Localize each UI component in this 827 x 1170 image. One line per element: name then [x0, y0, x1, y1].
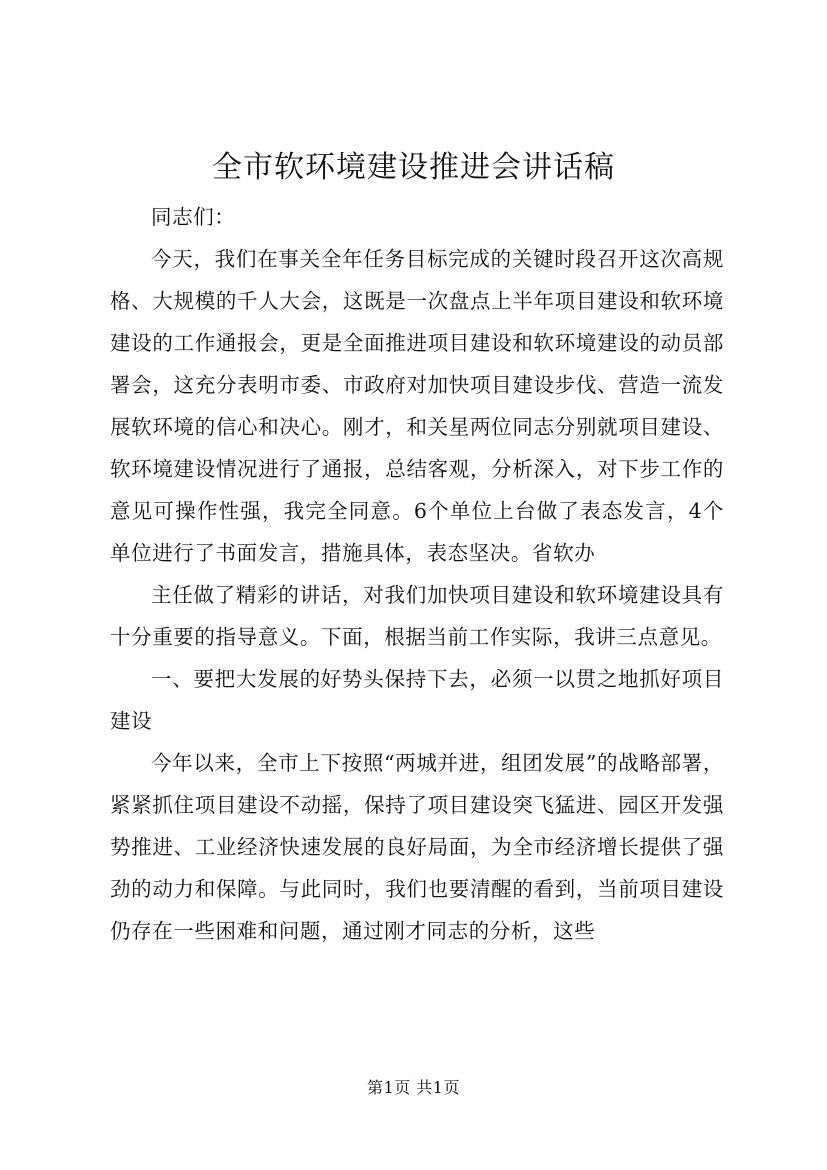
paragraph-greeting: 同志们：: [151, 205, 236, 229]
paragraph-section-1: 今年以来，全市上下按照“两城并进，组团发展”的战略部署，紧紧抓住项目建设不动摇，保持了项目建设突飞猛进、园区开发强势推进、工业经济快速发展的良好局面，为全市经济增长提供了强劲的动力和保障。与此同时，我们也要清醒的看到，当前项目建设仍存在一些困难和问题，通过刚才同志的分析，这些: [110, 751, 724, 943]
page-number-footer: 第1页 共1页: [367, 1078, 460, 1097]
document-body: [110, 196, 724, 952]
paragraph-continuation: 主任做了精彩的讲话，对我们加快项目建设和软环境建设具有十分重要的指导意义。下面，根据当前工作实际，我讲三点意见。: [110, 583, 724, 649]
document-title: 全市软环境建设推进会讲话稿: [212, 150, 615, 185]
paragraph-opening: 今天，我们在事关全年任务目标完成的关键时段召开这次高规格、大规模的千人大会，这既是一次盘点上半年项目建设和软环境建设的工作通报会，更是全面推进项目建设和软环境建设的动员部署会，这充分表明市委、市政府对加快项目建设步伐、营造一流发展软环境的信心和决心。刚才，和关星两位同志分别就项目建设、软环境建设情况进行了通报，总结客观，分析深入，对下步工作的意见可操作性强，我完全同意。6个单位上台做了表态发言，4个单位进行了书面发言，措施具体，表态坚决。省软办: [110, 247, 724, 565]
section-heading-1: 一、要把大发展的好势头保持下去，必须一以贯之地抓好项目建设: [110, 667, 724, 733]
